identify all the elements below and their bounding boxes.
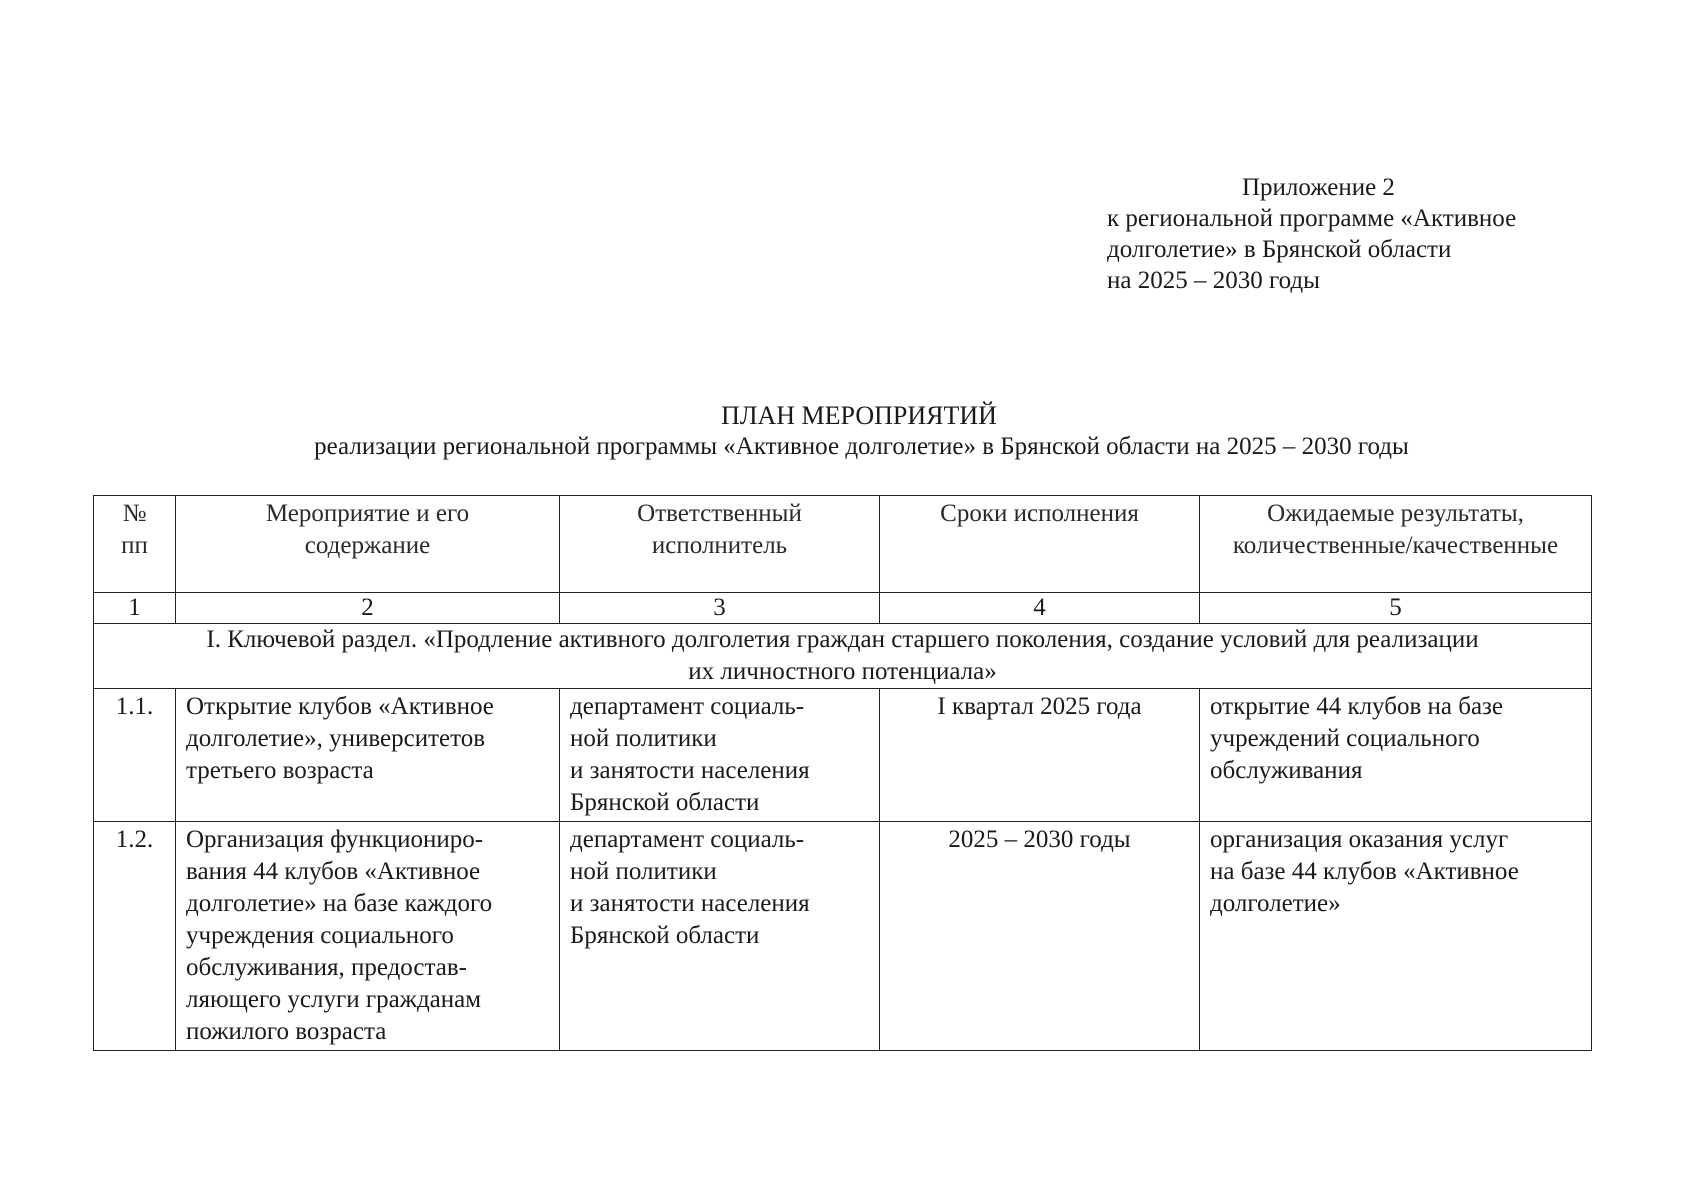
cell-line: вания 44 клубов «Активное (186, 858, 481, 885)
row-deadline: 2025 – 2030 годы (880, 822, 1200, 1051)
cell-line: Брянской области (570, 789, 760, 816)
table-header-row (94, 496, 1592, 593)
header-text: исполнитель (651, 532, 788, 559)
cell-line: долголетие» на базе каждого (186, 890, 493, 917)
header-text: Мероприятие и его (265, 500, 470, 527)
cell-line: долголетие» (1210, 890, 1341, 917)
cell-line: на базе 44 клубов «Активное (1210, 858, 1519, 885)
section-text: их личностного потенциала» (688, 658, 997, 685)
cell-line: обслуживания, предостав- (186, 954, 467, 981)
column-number: 1 (94, 593, 176, 624)
cell-line: Открытие клубов «Активное (186, 693, 494, 720)
row-executor (560, 689, 880, 822)
column-number: 3 (560, 593, 880, 624)
section-row (94, 624, 1592, 689)
cell-line: ной политики (570, 725, 717, 752)
column-number: 2 (176, 593, 560, 624)
cell-line: ляющего услуги гражданам (186, 986, 482, 1013)
cell-line: третьего возраста (186, 757, 374, 784)
appendix-line: к региональной программе «Активное (1107, 205, 1517, 232)
cell-line: и занятости населения (570, 890, 810, 917)
row-result (1200, 689, 1592, 822)
cell-line: долголетие», университетов (186, 725, 486, 752)
cell-line: учреждений социального (1210, 725, 1480, 752)
header-text: Ответственный (637, 500, 802, 527)
appendix-line: на 2025 – 2030 годы (1107, 267, 1320, 294)
plan-table (93, 495, 1592, 1051)
cell-line: обслуживания (1210, 757, 1363, 784)
header-text: содержание (304, 532, 431, 559)
section-text: I. Ключевой раздел. «Продление активного долголетия граждан старшего поколения, создание условий для реализации (206, 626, 1479, 653)
document-title: ПЛАН МЕРОПРИЯТИЙ (721, 401, 997, 430)
header-deadline (880, 496, 1200, 593)
cell-line: и занятости населения (570, 757, 810, 784)
row-result (1200, 822, 1592, 1051)
cell-line: ной политики (570, 858, 717, 885)
cell-line: организация оказания услуг (1210, 826, 1509, 853)
cell-line: открытие 44 клубов на базе (1210, 693, 1504, 720)
appendix-note (1107, 172, 1516, 296)
header-num (94, 496, 176, 593)
cell-line: Организация функциониро- (186, 826, 484, 853)
row-number: 1.2. (94, 822, 176, 1051)
section-heading (94, 624, 1592, 689)
appendix-line: Приложение 2 (1242, 174, 1395, 201)
header-event (176, 496, 560, 593)
header-text: пп (121, 532, 148, 559)
row-deadline: I квартал 2025 года (880, 689, 1200, 822)
header-text: Сроки исполнения (940, 500, 1139, 527)
cell-line: департамент социаль- (570, 693, 805, 720)
row-executor (560, 822, 880, 1051)
header-executor (560, 496, 880, 593)
row-event (176, 822, 560, 1051)
header-text: № (122, 500, 147, 527)
header-text: количественные/качественные (1232, 532, 1559, 559)
document-title-block (0, 400, 1693, 462)
header-result (1200, 496, 1592, 593)
cell-line: Брянской области (570, 922, 760, 949)
header-text: Ожидаемые результаты, (1267, 500, 1524, 527)
cell-line: учреждения социального (186, 922, 454, 949)
appendix-line: долголетие» в Брянской области (1107, 236, 1452, 263)
row-number: 1.1. (94, 689, 176, 822)
table-row (94, 689, 1592, 822)
column-number: 4 (880, 593, 1200, 624)
column-number-row (94, 593, 1592, 624)
cell-line: департамент социаль- (570, 826, 805, 853)
document-subtitle: реализации региональной программы «Активное долголетие» в Брянской области на 2025 – 2030 годы (314, 433, 1409, 460)
cell-line: пожилого возраста (186, 1018, 387, 1045)
row-event (176, 689, 560, 822)
column-number: 5 (1200, 593, 1592, 624)
table-row (94, 822, 1592, 1051)
